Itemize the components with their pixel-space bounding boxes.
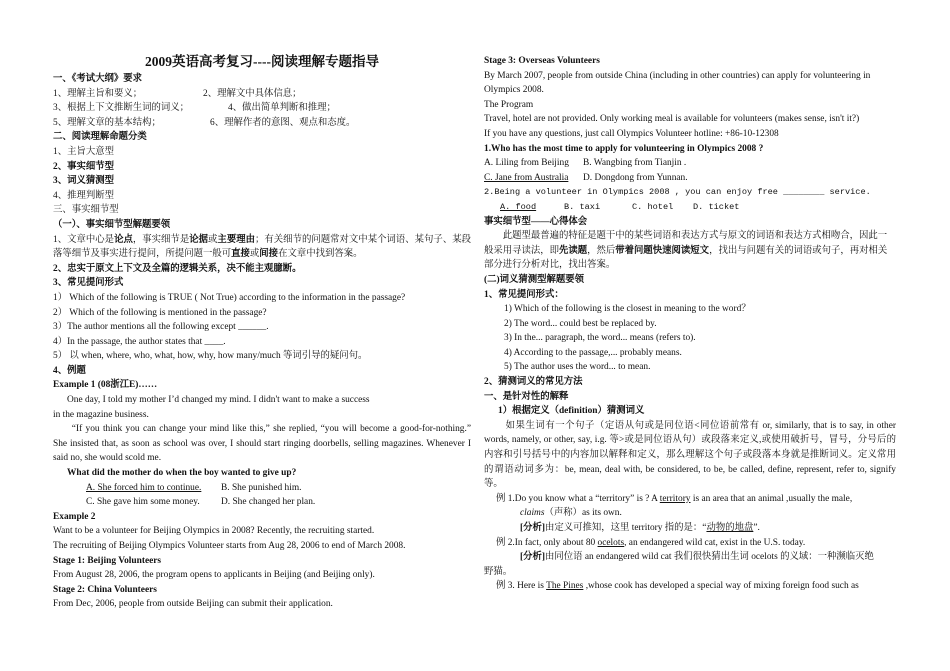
question-form: 4）In the passage, the author states that ____. — [53, 336, 226, 347]
stage-3-text: By March 2007, people from outside China (including in other countries) can apply for volunteering in Olympics 2008. — [484, 70, 871, 96]
hotline-text: If you have any questions, just call Olympics Volunteer hotline: +86-10-12308 — [484, 128, 779, 139]
text-run: 例 3. Here is — [496, 581, 547, 592]
example-2-analysis — [484, 550, 896, 565]
text-run: is an area that an animal ,usually the male, — [690, 493, 853, 504]
text-run: 由同位语 an endangered wild cat 我们很快猜出生词 ocelots 的义域：一种濒临灭绝 — [545, 552, 874, 563]
question-1: 1.Who has the most time to apply for volunteering in Olympics 2008 ? — [484, 143, 764, 154]
question-2-options — [484, 200, 896, 215]
type-item: 1、主旨大意型 — [53, 146, 114, 157]
text-run: ”. — [753, 523, 760, 533]
travel-text: Travel, hotel are not provided. Only working meal is available for volunteers (makes sense, isn't it?) — [484, 114, 860, 125]
example-1-text: One day, I told my mother I’d changed my mind. I didn't want to make a success — [67, 395, 370, 406]
requirement-item: 5、理解文章的基本结构； — [53, 117, 161, 128]
text-run: （声称）as its own. — [544, 508, 622, 519]
stage-2-heading: Stage 2: China Volunteers — [53, 584, 157, 595]
option-d: D. She changed her plan. — [221, 497, 316, 508]
option-c: C. hotel — [632, 201, 674, 212]
question-form: 5） 以 when, where, who, what, how, why, how many/much 等词引导的疑问句。 — [53, 351, 368, 362]
requirement-item: 4、做出简单判断和推理； — [228, 103, 336, 114]
option-cell — [86, 481, 221, 496]
text-run: 在文章中找到答案。 — [278, 249, 363, 260]
keyword: claims — [520, 508, 545, 519]
option-cell — [500, 200, 564, 215]
text-run: , an endangered wild cat, exist in the U.S. today. — [624, 537, 806, 548]
emphasis: 带着问题快速阅读短文 — [615, 245, 710, 256]
text-run: 例 2.In fact, only about 80 — [496, 537, 598, 548]
example-1-options — [53, 481, 471, 496]
requirement-row — [53, 116, 471, 131]
emphasis: 论点 — [114, 234, 133, 245]
question-1-options — [484, 171, 896, 186]
example-1-text: in the magazine business. — [53, 409, 149, 420]
text-run: 或 — [249, 249, 260, 260]
emphasis: 直接 — [231, 249, 250, 260]
definition-paragraph: 如果生词有一个句子（定语从句或是同位语<同位语前常有 or, similarly, that is to say, in other words, namely, or other, say, i.g. 等>或是同位语从句）或段落来定义,或使用破折号，冒号，分号后的内容和引号括号中的内容加以解释和定义，那么理解这个句子或段落本身就是推断词义。定义常用的谓语动词多为：be, mean, deal with, be considered, to be, be called, define, represent, refer to, signify 等。 — [484, 420, 896, 490]
requirement-item: 3、根据上下文推断生词的词义； — [53, 103, 189, 114]
requirement-row — [53, 87, 471, 102]
examples-heading: 4、例题 — [53, 365, 86, 376]
keyword: The Pines — [546, 581, 584, 592]
tip-paragraph-1 — [53, 233, 471, 262]
example-1-cont — [484, 506, 896, 521]
section-heading: 一、《考试大纲》要求 — [53, 74, 143, 84]
stage-2-text: From Dec, 2006, people from outside Beijing can submit their application. — [53, 599, 333, 610]
option-c: C. She gave him some money. — [86, 497, 200, 508]
emphasis: 间接 — [259, 249, 279, 260]
option-c: C. Jane from Australia — [484, 172, 569, 183]
text-run: 由定义可推知，这里 territory 指的是：“ — [545, 523, 707, 533]
option-b: B. She punished him. — [221, 482, 302, 493]
option-b: B. taxi — [564, 201, 601, 212]
vocab-subheading: 1、常见提问形式： — [484, 289, 564, 300]
example-1-paragraph: “If you think you can change your mind like this,” she replied, “you will become a good-for-nothing.” She insisted that, as soon as school was over, I should start ringing doorbells, selling magazines. Whenever I said no, she would scold me. — [53, 424, 471, 464]
requirement-item: 2、理解文中具体信息； — [203, 88, 302, 99]
requirement-item: 6、理解作者的意图、观点和态度。 — [210, 117, 356, 128]
option-d: D. Dongdong from Yunnan. — [583, 172, 688, 183]
subsection-heading: （一）、事实细节型解题要领 — [53, 219, 171, 230]
experience-heading: 事实细节型——心得体会 — [484, 216, 588, 227]
text-run: 此题型最普遍的特征是题干中的某些词语和表达方式与原文的词语和表达方式相吻合，因此一般采用寻读法，即 — [484, 231, 888, 256]
option-a: A. She forced him to continue. — [86, 482, 202, 493]
left-column — [53, 54, 471, 612]
vocab-form: 3) In the... paragraph, the word... means (refers to). — [504, 333, 696, 344]
example-1 — [484, 492, 896, 507]
example-1-analysis — [484, 521, 896, 536]
example-1-question: What did the mother do when the boy wanted to give up? — [67, 468, 297, 479]
question-form: 3）The author mentions all the following except ______. — [53, 322, 269, 333]
question-form: 2） Which of the following is mentioned in the passage? — [53, 307, 267, 318]
text-run: ,whose cook has developed a special way of mixing foreign food such as — [583, 581, 859, 592]
question-2: 2.Being a volunteer in Olympics 2008 , you can enjoy free ________ service. — [484, 187, 871, 198]
vocab-form: 1) Which of the following is the closest in meaning to the word？ — [504, 304, 751, 315]
type-item: 4、推理判断型 — [53, 190, 114, 201]
option-cell — [484, 171, 583, 186]
example-3 — [484, 579, 896, 594]
page-title: 2009英语高考复习----阅读理解专题指导 — [145, 54, 379, 69]
text-run: 1、文章中心是 — [53, 234, 115, 245]
stage-1-heading: Stage 1: Beijing Volunteers — [53, 555, 162, 566]
text-run: ；有关细节的问题常对文中某个词语、某句子、某段落等细节及事实进行提问，所提问题一般可 — [53, 234, 471, 260]
question-form: 1） Which of the following is TRUE ( Not True) according to the information in the passage? — [53, 292, 406, 303]
option-b: B. Wangbing from Tianjin . — [583, 158, 687, 169]
vocab-form: 2) The word... could best be replaced by. — [504, 318, 657, 329]
targeted-heading: 一、是针对性的解释 — [484, 391, 569, 402]
example-2-text: The recruiting of Beijing Olympics Volunteer starts from Aug 28, 2006 to end of March 2008. — [53, 541, 406, 551]
text-run: 例 1.Do you know what a “territory” is ? A — [496, 493, 660, 504]
emphasis: 论据 — [189, 234, 209, 245]
tip-paragraph-2: 2、忠实于原文上下文及全篇的逻辑关系，决不能主观臆断。 — [53, 263, 302, 274]
right-column — [484, 54, 896, 594]
example-2 — [484, 536, 896, 551]
text-run: ，找出与问题有关的词语或句子，再对相关部分进行分析对比，找出答案。 — [484, 245, 888, 271]
type-item: 3、词义猜测型 — [53, 176, 114, 187]
experience-paragraph — [484, 229, 896, 273]
text-run: 或 — [208, 234, 218, 245]
requirement-row — [53, 101, 471, 116]
methods-heading: 2、猜测词义的常见方法 — [484, 377, 583, 388]
vocab-heading: (二)词义猜测型解题要领 — [484, 274, 584, 285]
keyword: ocelots — [597, 537, 625, 548]
stage-1-text: From August 28, 2006, the program opens to applicants in Beijing (and Beijing only). — [53, 570, 375, 581]
tip-paragraph-3: 3、常见提问形式 — [53, 278, 124, 289]
example-2-heading: Example 2 — [53, 511, 96, 522]
type-item: 2、事实细节型 — [53, 161, 114, 172]
text-run: ，事实细节是 — [132, 234, 190, 245]
section-heading: 三、事实细节型 — [53, 205, 119, 216]
program-heading: The Program — [484, 99, 534, 110]
requirement-item: 1、理解主旨和要义； — [53, 88, 143, 99]
keyword: 动物的地盘 — [706, 523, 754, 533]
section-heading: 二、阅读理解命题分类 — [53, 132, 147, 143]
vocab-form: 4) According to the passage,... probably means. — [504, 347, 682, 358]
option-a: A. Liling from Beijing — [484, 158, 569, 169]
example-2-analysis-cont: 野猫。 — [484, 566, 513, 577]
emphasis: 先读题 — [559, 245, 588, 256]
example-1-heading: Example 1 (08浙江E)…… — [53, 380, 158, 391]
definition-heading: 1）根据定义（definition）猜测词义 — [498, 406, 645, 417]
option-d: D. ticket — [693, 201, 740, 212]
emphasis: 主要理由 — [217, 234, 255, 245]
keyword: territory — [659, 493, 691, 504]
example-1-options — [53, 495, 471, 510]
stage-3-heading: Stage 3: Overseas Volunteers — [484, 56, 600, 66]
analysis-tag: [分析] — [520, 552, 545, 563]
vocab-form: 5) The author uses the word... to mean. — [504, 362, 651, 373]
example-2-text: Want to be a volunteer for Beijing Olympics in 2008? Recently, the recruiting started. — [53, 526, 375, 537]
analysis-tag: [分析] — [520, 523, 545, 533]
question-1-options — [484, 156, 896, 171]
text-run: ，然后 — [587, 245, 616, 256]
option-a: A. food — [500, 201, 537, 212]
